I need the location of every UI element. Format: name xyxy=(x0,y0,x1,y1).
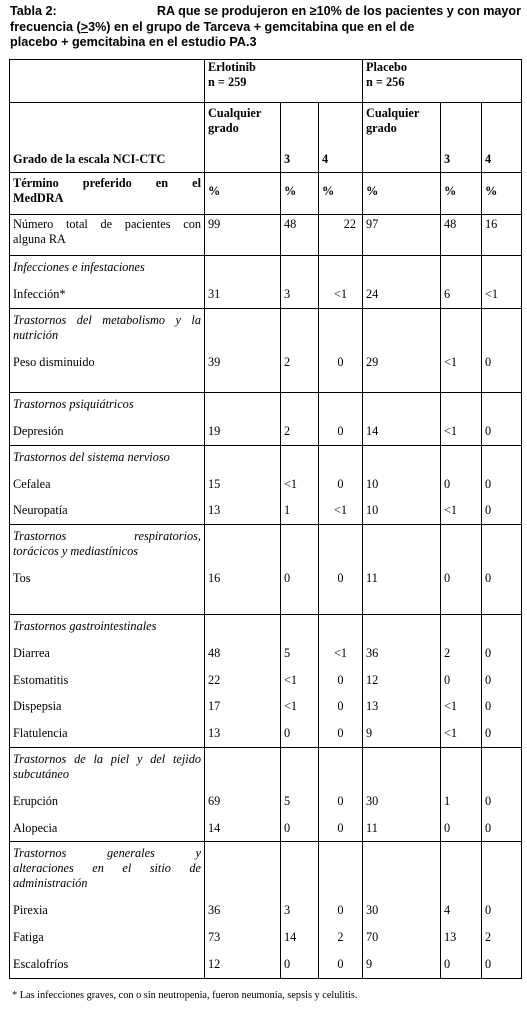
section-label-cell xyxy=(10,525,205,615)
value-cell xyxy=(482,256,522,309)
percentage-value: 0 xyxy=(485,903,492,918)
value-cell xyxy=(205,393,281,446)
term-name: Depresión xyxy=(13,424,64,438)
header-row-groups xyxy=(10,60,522,103)
percentage-value: 19 xyxy=(208,424,221,438)
section-label-cell xyxy=(10,747,205,841)
section-row xyxy=(10,256,522,309)
value-cell xyxy=(281,256,319,309)
percentage-value: 11 xyxy=(366,820,378,835)
percentage-value: <1 xyxy=(444,726,458,741)
pct-cell: % xyxy=(482,173,522,215)
term-name: Fatiga xyxy=(13,929,44,944)
header-row-grades xyxy=(10,103,522,173)
percentage-value: <1 xyxy=(333,287,348,301)
category-heading: Trastornos de la piel y del tejido subcutáneo xyxy=(13,751,201,781)
percentage-value: 39 xyxy=(208,355,221,369)
percentage-value: 0 xyxy=(284,956,291,971)
percentage-value: 24 xyxy=(366,287,379,301)
percentage-value: 0 xyxy=(444,571,451,586)
total-value: 48 xyxy=(281,215,319,256)
category-heading: Trastornos del sistema nervioso xyxy=(13,449,170,464)
value-cell xyxy=(281,747,319,841)
value-cell xyxy=(363,842,441,979)
value-cell xyxy=(319,309,363,393)
category-heading: Infecciones e infestaciones xyxy=(13,260,145,274)
term-name: Diarrea xyxy=(13,646,50,661)
value-cell xyxy=(281,393,319,446)
term-name: Tos xyxy=(13,571,31,586)
percentage-value: 0 xyxy=(485,646,492,661)
term-name: Estomatitis xyxy=(13,672,69,687)
total-value: 16 xyxy=(482,215,522,256)
section-row xyxy=(10,525,522,615)
value-cell xyxy=(441,747,482,841)
percentage-value: 0 xyxy=(444,672,451,687)
value-cell xyxy=(482,747,522,841)
percentage-value: 22 xyxy=(208,672,221,687)
category-heading: Trastornos respiratorios, torácicos y mediastínicos xyxy=(13,529,201,559)
erlotinib-any-grade: Cualquier grado xyxy=(205,103,281,173)
pct-cell: % xyxy=(205,173,281,215)
value-cell xyxy=(482,393,522,446)
value-cell xyxy=(205,747,281,841)
percentage-value: 9 xyxy=(366,726,373,741)
section-label-cell xyxy=(10,393,205,446)
term-name: Cefalea xyxy=(13,476,51,491)
percentage-value: 0 xyxy=(444,956,451,971)
value-cell xyxy=(363,393,441,446)
value-cell xyxy=(441,256,482,309)
percentage-value: 3 xyxy=(284,903,291,918)
percentage-value: 31 xyxy=(208,287,221,301)
percentage-value: <1 xyxy=(284,476,298,491)
term-name: Neuropatía xyxy=(13,503,68,518)
caption-text-1: RA que se produjeron en ≥10% de los pacientes y con mayor xyxy=(156,4,521,18)
value-cell xyxy=(441,615,482,748)
section-label-cell xyxy=(10,256,205,309)
section-row xyxy=(10,445,522,524)
total-value: 97 xyxy=(363,215,441,256)
percentage-value: <1 xyxy=(444,699,458,714)
value-cell xyxy=(281,615,319,748)
value-cell xyxy=(319,747,363,841)
percentage-value: 0 xyxy=(485,503,492,518)
value-cell xyxy=(205,309,281,393)
percentage-value: 0 xyxy=(284,726,291,741)
percentage-value: 12 xyxy=(366,672,379,687)
percentage-value: 10 xyxy=(366,476,379,491)
percentage-value: <1 xyxy=(485,287,499,301)
value-cell xyxy=(482,309,522,393)
percentage-value: 36 xyxy=(208,903,221,918)
percentage-value: 0 xyxy=(337,699,344,714)
term-name: Pirexia xyxy=(13,903,48,918)
section-row xyxy=(10,747,522,841)
total-row-label: Número total de pacientes con alguna RA xyxy=(10,215,205,256)
table-caption xyxy=(10,4,521,51)
percentage-value: 13 xyxy=(444,929,457,944)
value-cell xyxy=(441,309,482,393)
percentage-value: 30 xyxy=(366,793,379,808)
percentage-value: 36 xyxy=(366,646,379,661)
percentage-value: 13 xyxy=(366,699,379,714)
percentage-value: 0 xyxy=(337,424,344,438)
percentage-value: 0 xyxy=(284,571,291,586)
value-cell xyxy=(482,842,522,979)
value-cell xyxy=(363,445,441,524)
percentage-value: 0 xyxy=(337,820,344,835)
percentage-value: 0 xyxy=(337,726,344,741)
term-name: Dispepsia xyxy=(13,699,62,714)
percentage-value: 0 xyxy=(485,571,492,586)
pct-cell: % xyxy=(319,173,363,215)
percentage-value: 14 xyxy=(208,820,221,835)
percentage-value: 2 xyxy=(284,424,291,438)
percentage-value: 48 xyxy=(208,646,221,661)
pct-cell: % xyxy=(281,173,319,215)
category-heading: Trastornos psiquiátricos xyxy=(13,397,134,411)
percentage-value: <1 xyxy=(444,355,458,369)
value-cell xyxy=(441,842,482,979)
percentage-value: 0 xyxy=(337,355,344,369)
section-label-cell xyxy=(10,615,205,748)
value-cell xyxy=(281,309,319,393)
section-label-cell xyxy=(10,842,205,979)
percentage-value: 0 xyxy=(337,793,344,808)
value-cell xyxy=(319,525,363,615)
preferred-term-label: Término preferido en el MedDRA xyxy=(10,173,205,215)
percentage-value: 13 xyxy=(208,503,221,518)
value-cell xyxy=(205,842,281,979)
percentage-value: <1 xyxy=(333,646,348,661)
percentage-value: 3 xyxy=(284,287,291,301)
caption-label: Tabla 2: xyxy=(10,4,57,18)
section-label-cell xyxy=(10,309,205,393)
grade-scale-label: Grado de la escala NCI-CTC xyxy=(10,103,205,173)
value-cell xyxy=(205,445,281,524)
percentage-value: 11 xyxy=(366,571,378,586)
value-cell xyxy=(363,525,441,615)
value-cell xyxy=(281,525,319,615)
percentage-value: 30 xyxy=(366,903,379,918)
percentage-value: 0 xyxy=(485,726,492,741)
total-value: 22 xyxy=(319,215,363,256)
erlotinib-header: Erlotinib n = 259 xyxy=(205,60,363,103)
percentage-value: 0 xyxy=(485,476,492,491)
total-row xyxy=(10,215,522,256)
percentage-value: 4 xyxy=(444,903,451,918)
percentage-value: 0 xyxy=(337,571,344,586)
caption-line-2 xyxy=(10,20,521,36)
percentage-value: 0 xyxy=(337,476,344,491)
value-cell xyxy=(363,309,441,393)
value-cell xyxy=(363,615,441,748)
percentage-value: 0 xyxy=(337,672,344,687)
percentage-value: 15 xyxy=(208,476,221,491)
percentage-value: 69 xyxy=(208,793,221,808)
percentage-value: 1 xyxy=(444,793,451,808)
percentage-value: 0 xyxy=(284,820,291,835)
footnote: * Las infecciones graves, con o sin neutropenia, fueron neumonía, sepsis y celulitis. xyxy=(12,990,358,1001)
term-name: Alopecia xyxy=(13,820,58,835)
percentage-value: 5 xyxy=(284,793,291,808)
value-cell xyxy=(319,615,363,748)
value-cell xyxy=(441,393,482,446)
category-heading: Trastornos generales y alteraciones en el sitio de administración xyxy=(13,846,201,891)
percentage-value: 0 xyxy=(485,820,492,835)
value-cell xyxy=(319,842,363,979)
value-cell xyxy=(319,393,363,446)
percentage-value: 1 xyxy=(284,503,291,518)
pct-cell: % xyxy=(441,173,482,215)
category-heading: Trastornos del metabolismo y la nutrición xyxy=(13,313,201,342)
percentage-value: 6 xyxy=(444,287,451,301)
section-row xyxy=(10,842,522,979)
percentage-value: 9 xyxy=(366,956,373,971)
percentage-value: <1 xyxy=(284,699,298,714)
header-blank-cell xyxy=(10,60,205,103)
percentage-value: 10 xyxy=(366,503,379,518)
section-row xyxy=(10,615,522,748)
term-name: Infección* xyxy=(13,287,66,301)
value-cell xyxy=(482,445,522,524)
percentage-value: <1 xyxy=(284,672,298,687)
percentage-value: <1 xyxy=(444,503,458,518)
percentage-value: 2 xyxy=(444,646,451,661)
value-cell xyxy=(319,256,363,309)
placebo-header: Placebo n = 256 xyxy=(363,60,522,103)
category-heading: Trastornos gastrointestinales xyxy=(13,619,157,634)
section-row xyxy=(10,309,522,393)
caption-line-1 xyxy=(10,4,521,20)
value-cell xyxy=(482,615,522,748)
percentage-value: 0 xyxy=(337,956,344,971)
placebo-grade-3: 3 xyxy=(441,103,482,173)
pct-cell: % xyxy=(363,173,441,215)
section-label-cell xyxy=(10,445,205,524)
total-value: 99 xyxy=(205,215,281,256)
value-cell xyxy=(319,445,363,524)
percentage-value: 0 xyxy=(444,820,451,835)
value-cell xyxy=(205,615,281,748)
section-row xyxy=(10,393,522,446)
term-name: Flatulencia xyxy=(13,726,68,741)
percentage-value: <1 xyxy=(333,503,348,518)
percentage-value: 12 xyxy=(208,956,221,971)
term-name: Peso disminuido xyxy=(13,355,95,369)
percentage-value: 0 xyxy=(485,355,492,369)
term-name: Erupción xyxy=(13,793,59,808)
percentage-value: 70 xyxy=(366,929,379,944)
caption-text-2: frecuencia (>3%) en el grupo de Tarceva + gemcitabina que en el de xyxy=(10,19,415,34)
percentage-value: 29 xyxy=(366,355,379,369)
percentage-value: 17 xyxy=(208,699,221,714)
value-cell xyxy=(441,525,482,615)
percentage-value: 0 xyxy=(485,699,492,714)
percentage-value: 0 xyxy=(485,672,492,687)
erlotinib-grade-3: 3 xyxy=(281,103,319,173)
percentage-value: 14 xyxy=(366,424,379,438)
percentage-value: 73 xyxy=(208,929,221,944)
value-cell xyxy=(281,445,319,524)
percentage-value: 0 xyxy=(485,793,492,808)
percentage-value: 0 xyxy=(337,903,344,918)
percentage-value: 2 xyxy=(284,355,291,369)
value-cell xyxy=(441,445,482,524)
percentage-value: 0 xyxy=(485,424,492,438)
percentage-value: 16 xyxy=(208,571,221,586)
placebo-any-grade: Cualquier grado xyxy=(363,103,441,173)
percentage-value: 0 xyxy=(485,956,492,971)
percentage-value: 5 xyxy=(284,646,291,661)
placebo-grade-4: 4 xyxy=(482,103,522,173)
value-cell xyxy=(205,525,281,615)
percentage-value: 2 xyxy=(485,929,492,944)
percentage-value: <1 xyxy=(444,424,458,438)
term-name: Escalofríos xyxy=(13,956,69,971)
percentage-value: 14 xyxy=(284,929,297,944)
value-cell xyxy=(363,747,441,841)
percentage-value: 0 xyxy=(444,476,451,491)
percentage-value: 2 xyxy=(337,929,344,944)
value-cell xyxy=(363,256,441,309)
percentage-value: 13 xyxy=(208,726,221,741)
value-cell xyxy=(482,525,522,615)
value-cell xyxy=(205,256,281,309)
erlotinib-grade-4: 4 xyxy=(319,103,363,173)
header-row-term xyxy=(10,173,522,215)
value-cell xyxy=(281,842,319,979)
caption-line-3: placebo + gemcitabina en el estudio PA.3 xyxy=(10,35,257,49)
total-value: 48 xyxy=(441,215,482,256)
adverse-reactions-table xyxy=(9,59,522,979)
